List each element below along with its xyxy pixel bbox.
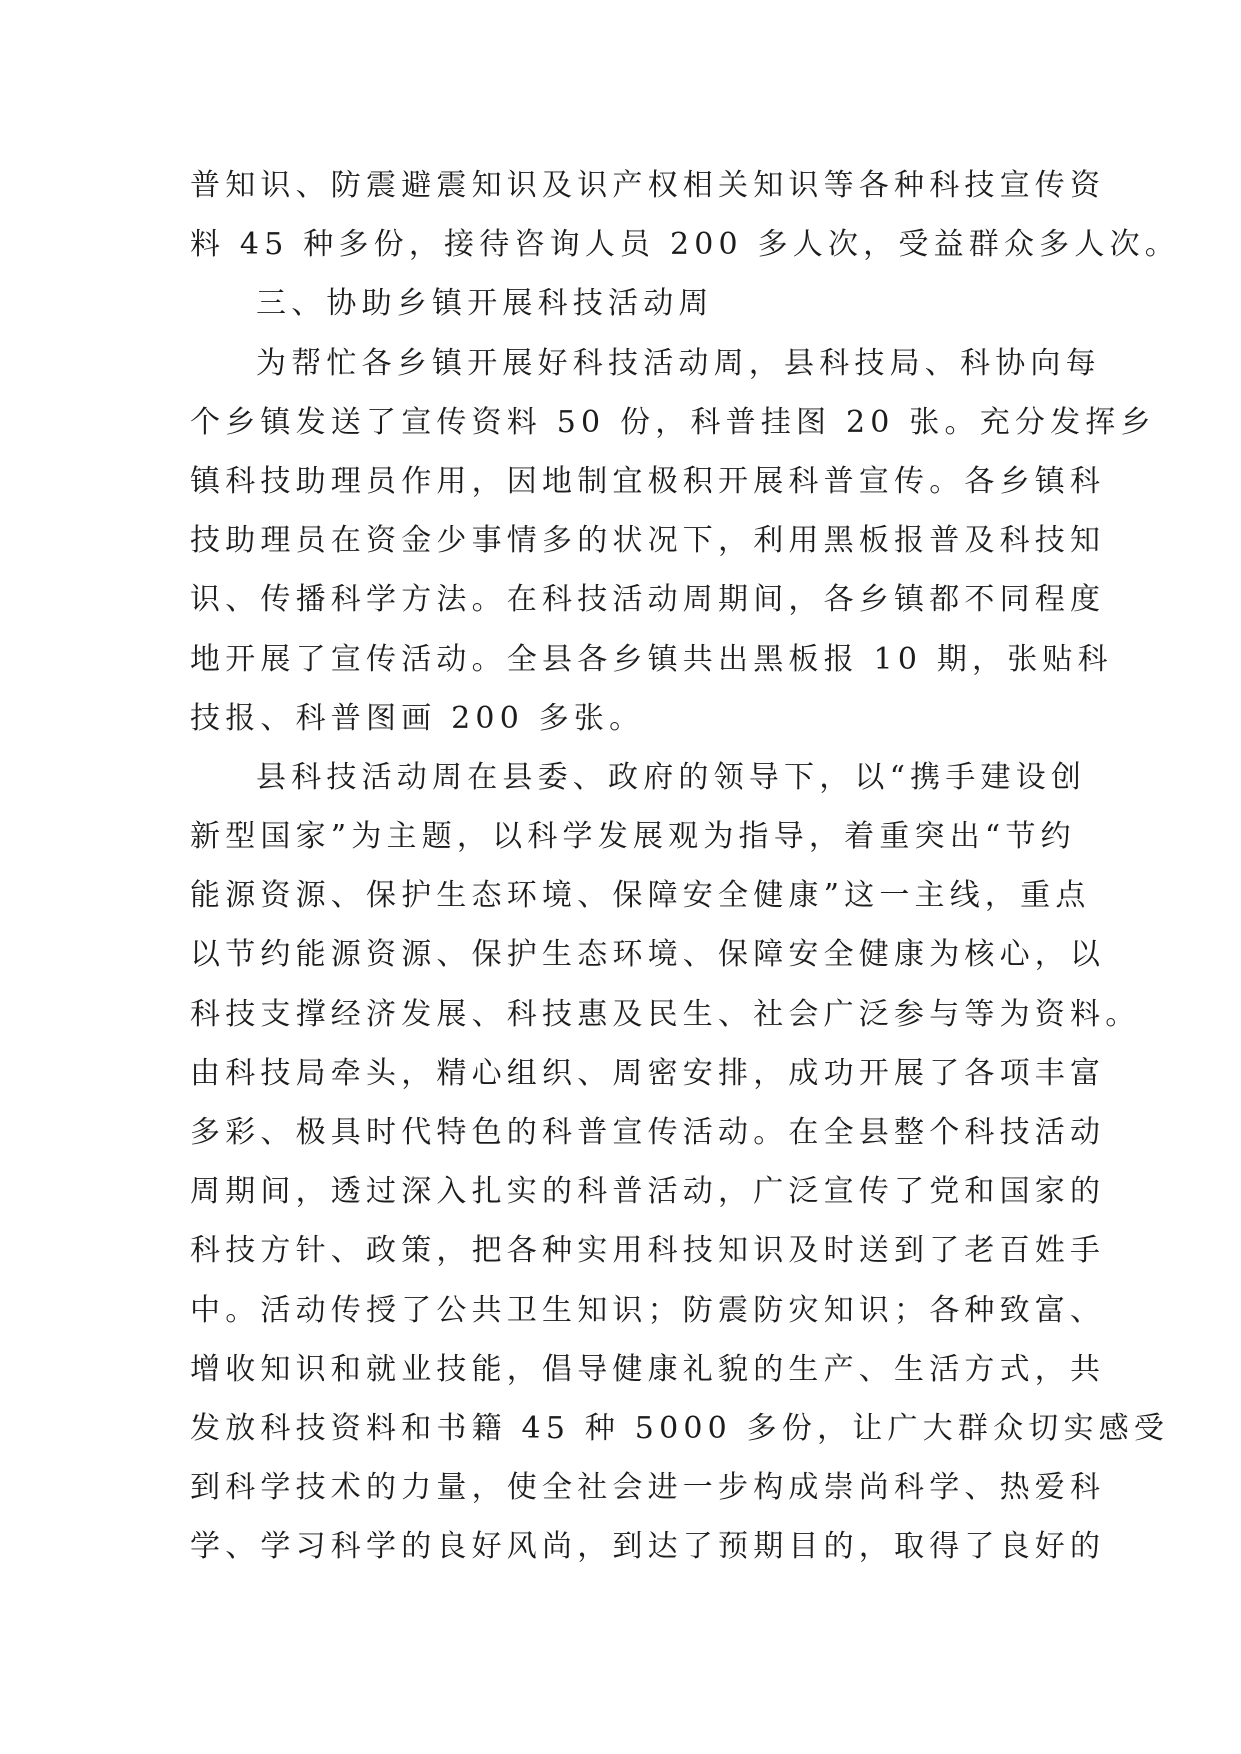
text-line: 普知识、防震避震知识及识产权相关知识等各种科技宣传资 — [190, 168, 1106, 203]
text-line: 中。活动传授了公共卫生知识；防震防灾知识；各种致富、 — [190, 1292, 1106, 1328]
text-line: 学、学习科学的良好风尚，到达了预期目的，取得了良好的 — [190, 1529, 1106, 1565]
text-line: 县科技活动周在县委、政府的领导下，以“携手建设创 — [256, 759, 1087, 795]
text-line: 个乡镇发送了宣传资料 50 份，科普挂图 20 张。充分发挥乡 — [190, 404, 1156, 440]
text-line: 为帮忙各乡镇开展好科技活动周，县科技局、科协向每 — [256, 345, 1101, 381]
text-line: 科技支撑经济发展、科技惠及民生、社会广泛参与等为资料。 — [190, 996, 1141, 1032]
text-line: 到科学技术的力量，使全社会进一步构成崇尚科学、热爱科 — [190, 1470, 1106, 1506]
body-text — [190, 156, 1180, 1577]
text-line: 发放科技资料和书籍 45 种 5000 多份，让广大群众切实感受 — [190, 1410, 1170, 1446]
text-line: 以节约能源资源、保护生态环境、保障安全健康为核心，以 — [190, 937, 1106, 973]
text-line: 料 45 种多份，接待咨询人员 200 多人次，受益群众多人次。 — [190, 227, 1180, 263]
text-line: 增收知识和就业技能，倡导健康礼貌的生产、生活方式，共 — [190, 1351, 1106, 1387]
text-line: 周期间，透过深入扎实的科普活动，广泛宣传了党和国家的 — [190, 1174, 1106, 1210]
text-line: 新型国家”为主题，以科学发展观为指导，着重突出“节约 — [190, 819, 1076, 855]
text-line: 由科技局牵头，精心组织、周密安排，成功开展了各项丰富 — [190, 1055, 1106, 1091]
text-line: 识、传播科学方法。在科技活动周期间，各乡镇都不同程度 — [190, 582, 1106, 618]
text-line: 技助理员在资金少事情多的状况下，利用黑板报普及科技知 — [190, 523, 1106, 559]
text-line: 镇科技助理员作用，因地制宜极积开展科普宣传。各乡镇科 — [190, 463, 1106, 499]
text-line: 多彩、极具时代特色的科普宣传活动。在全县整个科技活动 — [190, 1115, 1106, 1150]
text-line: 地开展了宣传活动。全县各乡镇共出黑板报 10 期，张贴科 — [190, 641, 1113, 677]
text-line: 三、协助乡镇开展科技活动周 — [256, 286, 714, 322]
text-line: 科技方针、政策，把各种实用科技知识及时送到了老百姓手 — [190, 1233, 1106, 1269]
text-line: 能源资源、保护生态环境、保障安全健康”这一主线，重点 — [190, 878, 1091, 914]
text-line: 技报、科普图画 200 多张。 — [190, 700, 645, 736]
